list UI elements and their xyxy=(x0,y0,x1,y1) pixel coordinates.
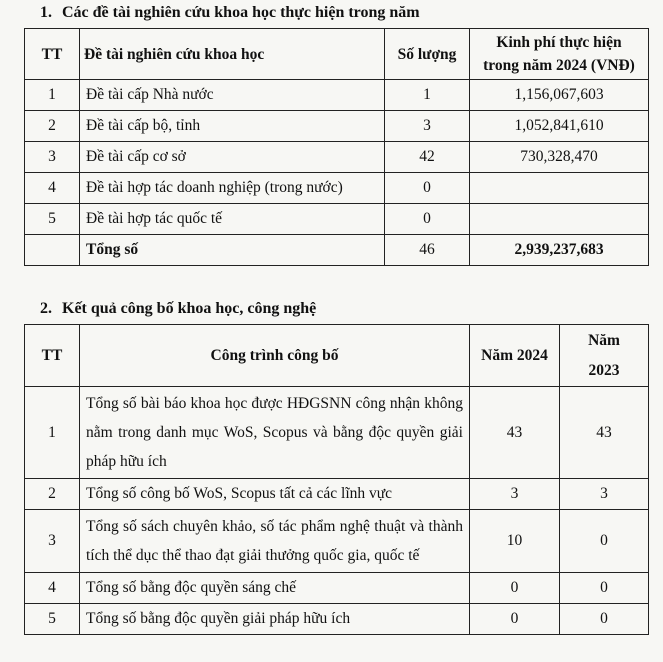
row-tt: 4 xyxy=(25,573,80,604)
row-topic: Đề tài cấp Nhà nước xyxy=(80,80,385,111)
header-count: Số lượng xyxy=(385,29,470,80)
table-row xyxy=(25,80,649,111)
header-topic-label: Đề tài nghiên cứu khoa học xyxy=(84,45,265,63)
header-2023 xyxy=(560,325,649,387)
header-budget-line2: trong năm 2024 (VNĐ) xyxy=(483,57,635,74)
section1-heading xyxy=(40,4,420,22)
table-header-row xyxy=(25,29,649,80)
row-tt: 1 xyxy=(25,387,80,479)
row-work: Tổng số bài báo khoa học được HĐGSNN công nhận không nằm trong danh mục WoS, Scopus và bằng độc quyền giải pháp hữu ích xyxy=(80,387,470,479)
row-topic: Đề tài hợp tác doanh nghiệp (trong nước) xyxy=(80,173,385,204)
row-2023: 0 xyxy=(560,510,649,573)
table-row xyxy=(25,173,649,204)
row-budget: 1,156,067,603 xyxy=(470,80,649,111)
header-2023-line2: 2023 xyxy=(588,361,620,379)
total-row xyxy=(25,235,649,266)
row-count: 0 xyxy=(385,173,470,204)
row-tt: 4 xyxy=(25,173,80,204)
table-row xyxy=(25,573,649,604)
row-work: Tổng số sách chuyên khảo, số tác phẩm nghệ thuật và thành tích thể dục thể thao đạt giải thưởng quốc gia, quốc tế xyxy=(80,510,470,573)
row-tt: 1 xyxy=(25,80,80,111)
row-tt: 5 xyxy=(25,204,80,235)
section2-number: 2. xyxy=(40,300,52,317)
total-tt xyxy=(25,235,80,266)
total-label: Tổng số xyxy=(80,235,385,266)
header-budget-line1: Kinh phí thực hiện xyxy=(496,34,622,51)
publications-table xyxy=(24,324,649,635)
section1-number: 1. xyxy=(40,4,52,21)
row-2023: 0 xyxy=(560,573,649,604)
section1-title: Các đề tài nghiên cứu khoa học thực hiện trong năm xyxy=(62,4,420,21)
header-2023-line1: Năm xyxy=(588,331,620,349)
row-tt: 2 xyxy=(25,479,80,510)
row-2024: 3 xyxy=(470,479,560,510)
row-work: Tổng số công bố WoS, Scopus tất cả các lĩnh vực xyxy=(80,479,470,510)
row-budget xyxy=(470,173,649,204)
header-tt: TT xyxy=(25,29,80,80)
row-tt: 5 xyxy=(25,604,80,635)
table-row xyxy=(25,387,649,479)
row-topic: Đề tài cấp cơ sở xyxy=(80,142,385,173)
total-count: 46 xyxy=(385,235,470,266)
row-work: Tổng số bằng độc quyền giải pháp hữu ích xyxy=(80,604,470,635)
row-2023: 0 xyxy=(560,604,649,635)
table-row xyxy=(25,142,649,173)
section2-title: Kết quả công bố khoa học, công nghệ xyxy=(62,300,317,317)
table-row xyxy=(25,204,649,235)
row-2024: 43 xyxy=(470,387,560,479)
row-budget: 730,328,470 xyxy=(470,142,649,173)
row-count: 1 xyxy=(385,80,470,111)
table-row xyxy=(25,479,649,510)
row-2023: 43 xyxy=(560,387,649,479)
section2-heading xyxy=(40,300,316,318)
table-row xyxy=(25,510,649,573)
row-2024: 0 xyxy=(470,573,560,604)
header-budget xyxy=(470,29,649,80)
table-row xyxy=(25,604,649,635)
header-2024: Năm 2024 xyxy=(470,325,560,387)
table-header-row xyxy=(25,325,649,387)
row-tt: 3 xyxy=(25,142,80,173)
row-topic: Đề tài hợp tác quốc tế xyxy=(80,204,385,235)
total-budget: 2,939,237,683 xyxy=(470,235,649,266)
table-row xyxy=(25,111,649,142)
row-2023: 3 xyxy=(560,479,649,510)
row-count: 3 xyxy=(385,111,470,142)
row-2024: 10 xyxy=(470,510,560,573)
row-2024: 0 xyxy=(470,604,560,635)
row-tt: 2 xyxy=(25,111,80,142)
header-work: Công trình công bố xyxy=(80,325,470,387)
header-tt: TT xyxy=(25,325,80,387)
research-topics-table xyxy=(24,28,649,266)
row-count: 42 xyxy=(385,142,470,173)
row-budget: 1,052,841,610 xyxy=(470,111,649,142)
row-count: 0 xyxy=(385,204,470,235)
row-budget xyxy=(470,204,649,235)
row-tt: 3 xyxy=(25,510,80,573)
row-work: Tổng số bằng độc quyền sáng chế xyxy=(80,573,470,604)
row-topic: Đề tài cấp bộ, tỉnh xyxy=(80,111,385,142)
header-topic xyxy=(80,29,385,80)
